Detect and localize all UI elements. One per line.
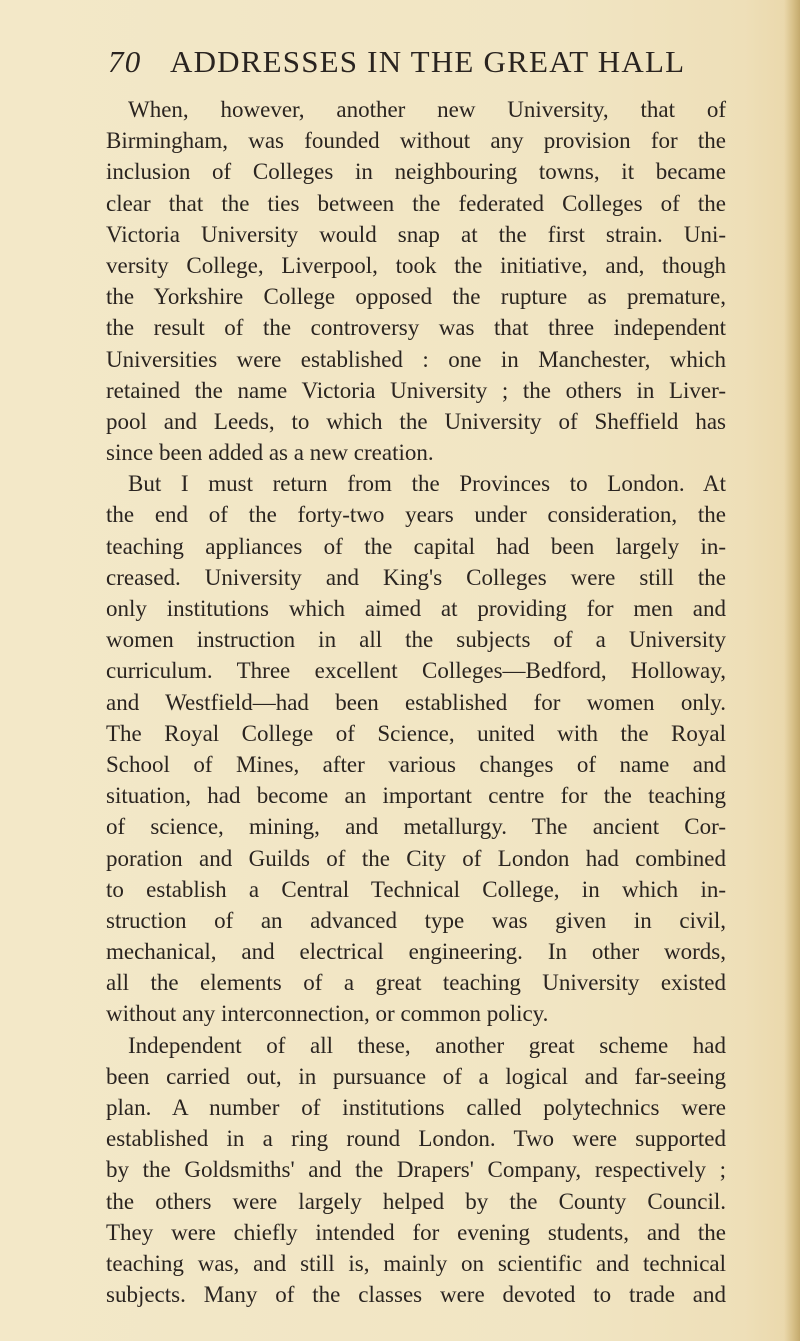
text-line: situation, had become an important centre for the teaching bbox=[106, 783, 726, 809]
text-line: clear that the ties between the federated Colleges of the bbox=[106, 190, 726, 216]
text-line: been carried out, in pursuance of a logical and far-seeing bbox=[106, 1063, 726, 1089]
text-line: inclusion of Colleges in neighbouring towns, it became bbox=[106, 159, 726, 185]
text-line: all the elements of a great teaching University existed bbox=[106, 970, 726, 996]
text-line: creased. University and King's Colleges were still the bbox=[106, 564, 726, 590]
text-line: the end of the forty-two years under consideration, the bbox=[106, 502, 726, 528]
text-line: the others were largely helped by the County Council. bbox=[106, 1188, 726, 1214]
text-line: Birmingham, was founded without any provision for the bbox=[106, 128, 726, 154]
text-line: When, however, another new University, that of bbox=[128, 97, 726, 122]
text-line: The Royal College of Science, united with the Royal bbox=[106, 720, 726, 746]
text-line: mechanical, and electrical engineering. In other words, bbox=[106, 939, 726, 965]
running-title: ADDRESSES IN THE GREAT HALL bbox=[170, 44, 686, 79]
text-line: subjects. Many of the classes were devoted to trade and bbox=[106, 1282, 726, 1308]
text-line: teaching was, and still is, mainly on scientific and technical bbox=[106, 1250, 726, 1276]
text-line: Victoria University would snap at the first strain. Uni- bbox=[106, 221, 726, 247]
text-line: by the Goldsmiths' and the Drapers' Company, respectively ; bbox=[106, 1157, 726, 1183]
body-text bbox=[106, 94, 726, 1310]
text-line: women instruction in all the subjects of a University bbox=[106, 627, 726, 653]
text-line: retained the name Victoria University ; the others in Liver- bbox=[106, 377, 726, 403]
text-line: versity College, Liverpool, took the initiative, and, though bbox=[106, 252, 726, 278]
text-line: poration and Guilds of the City of London had combined bbox=[106, 845, 726, 871]
text-line: pool and Leeds, to which the University of Sheffield has bbox=[106, 408, 726, 434]
running-header bbox=[108, 44, 686, 80]
text-line: plan. A number of institutions called polytechnics were bbox=[106, 1095, 726, 1120]
text-line: the Yorkshire College opposed the rupture as premature, bbox=[106, 284, 726, 310]
text-line: and Westfield—had been established for women only. bbox=[106, 689, 726, 715]
text-line: But I must return from the Provinces to London. At bbox=[128, 471, 726, 497]
text-line: established in a ring round London. Two were supported bbox=[106, 1126, 726, 1152]
text-line: They were chiefly intended for evening students, and the bbox=[106, 1219, 726, 1245]
text-line: since been added as a new creation. bbox=[106, 440, 434, 466]
text-line: without any interconnection, or common policy. bbox=[106, 1001, 549, 1027]
text-line: to establish a Central Technical College, in which in- bbox=[106, 876, 726, 902]
page-number: 70 bbox=[108, 44, 142, 79]
text-line: struction of an advanced type was given in civil, bbox=[106, 907, 726, 933]
page-edge-shadow bbox=[784, 0, 800, 1341]
text-line: curriculum. Three excellent Colleges—Bedford, Holloway, bbox=[106, 658, 726, 684]
text-line: the result of the controversy was that three independent bbox=[106, 315, 726, 341]
text-line: Independent of all these, another great scheme had bbox=[128, 1032, 726, 1058]
text-line: teaching appliances of the capital had been largely in- bbox=[106, 533, 726, 559]
text-line: Universities were established : one in Manchester, which bbox=[106, 346, 726, 372]
text-line: only institutions which aimed at providing for men and bbox=[106, 596, 726, 621]
text-line: School of Mines, after various changes of name and bbox=[106, 751, 726, 777]
text-line: of science, mining, and metallurgy. The ancient Cor- bbox=[106, 814, 726, 840]
